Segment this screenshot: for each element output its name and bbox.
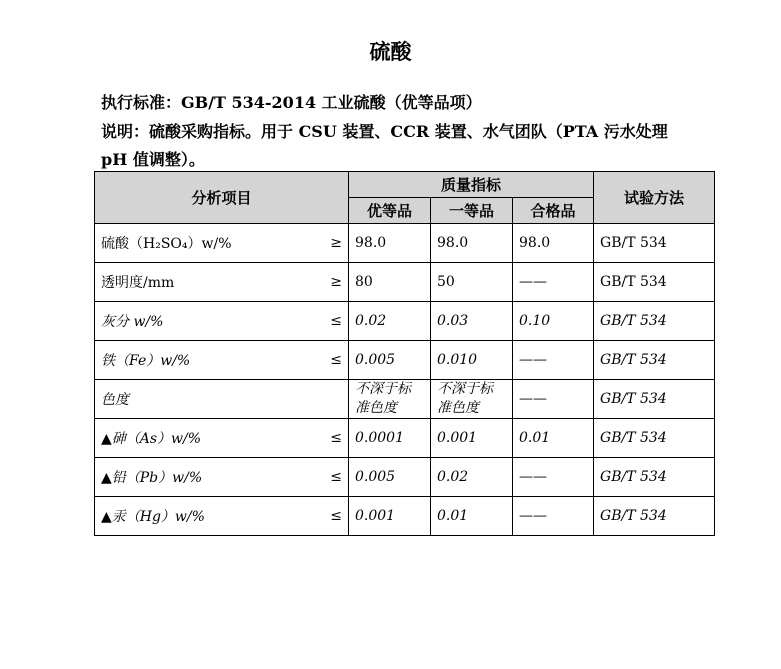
table-row xyxy=(95,380,715,419)
standard-line: 执行标准：GB/T 534-2014 工业硫酸（优等品项） xyxy=(101,93,482,112)
row-method: GB/T 534 xyxy=(594,302,715,341)
row-value-superior: 不深于标准色度 xyxy=(349,380,431,419)
row-item xyxy=(95,263,349,302)
table-row xyxy=(95,224,715,263)
row-value-qualified: 0.10 xyxy=(513,302,594,341)
specification-table xyxy=(94,171,715,536)
table-row xyxy=(95,302,715,341)
table-row xyxy=(95,263,715,302)
document-title: 硫酸 xyxy=(369,39,412,64)
row-value-superior: 0.02 xyxy=(349,302,431,341)
row-value-first: 0.01 xyxy=(431,497,513,536)
row-item-label: 铁（Fe）w/% xyxy=(101,353,191,369)
row-value-qualified: —— xyxy=(513,497,594,536)
row-item-label: 色度 xyxy=(101,392,129,408)
row-value-first: 0.03 xyxy=(431,302,513,341)
header-item: 分析项目 xyxy=(95,172,349,224)
row-method: GB/T 534 xyxy=(594,341,715,380)
row-value-qualified: —— xyxy=(513,380,594,419)
row-item xyxy=(95,497,349,536)
row-method: GB/T 534 xyxy=(594,458,715,497)
row-value-superior: 0.005 xyxy=(349,458,431,497)
row-comparison-symbol: ≤ xyxy=(330,352,342,368)
row-value-qualified: —— xyxy=(513,341,594,380)
row-value-qualified: —— xyxy=(513,263,594,302)
table-row xyxy=(95,341,715,380)
row-value-qualified: —— xyxy=(513,458,594,497)
row-method: GB/T 534 xyxy=(594,263,715,302)
header-grade-superior: 优等品 xyxy=(349,198,431,224)
row-value-superior: 0.0001 xyxy=(349,419,431,458)
row-comparison-symbol: ≤ xyxy=(330,430,342,446)
row-item-label: 灰分 w/% xyxy=(101,314,164,330)
header-grade-qualified: 合格品 xyxy=(513,198,594,224)
row-value-superior: 0.001 xyxy=(349,497,431,536)
table-row xyxy=(95,497,715,536)
row-item-label: 硫酸（H₂SO₄）w/% xyxy=(101,236,232,252)
row-item-label: ▲汞（Hg）w/% xyxy=(101,509,205,525)
note-line-1: 说明：硫酸采购指标。用于 CSU 装置、CCR 装置、水气团队（PTA 污水处理 xyxy=(101,122,668,141)
row-method: GB/T 534 xyxy=(594,224,715,263)
row-value-first: 0.001 xyxy=(431,419,513,458)
note-line-2: pH 值调整）。 xyxy=(101,150,205,169)
row-value-first: 98.0 xyxy=(431,224,513,263)
row-value-first: 0.02 xyxy=(431,458,513,497)
row-value-qualified: 98.0 xyxy=(513,224,594,263)
row-item-label: ▲砷（As）w/% xyxy=(101,431,202,447)
row-value-first: 50 xyxy=(431,263,513,302)
row-item xyxy=(95,380,349,419)
header-grade-first: 一等品 xyxy=(431,198,513,224)
row-item-label: 透明度/mm xyxy=(101,275,175,291)
row-item xyxy=(95,224,349,263)
row-value-first: 0.010 xyxy=(431,341,513,380)
row-method: GB/T 534 xyxy=(594,419,715,458)
row-item xyxy=(95,302,349,341)
row-item-label: ▲铅（Pb）w/% xyxy=(101,470,203,486)
row-comparison-symbol: ≤ xyxy=(330,508,342,524)
row-method: GB/T 534 xyxy=(594,380,715,419)
row-comparison-symbol: ≥ xyxy=(330,274,342,290)
row-value-superior: 98.0 xyxy=(349,224,431,263)
header-method: 试验方法 xyxy=(594,172,715,224)
row-value-superior: 0.005 xyxy=(349,341,431,380)
row-item xyxy=(95,341,349,380)
row-comparison-symbol: ≤ xyxy=(330,313,342,329)
table-row xyxy=(95,419,715,458)
row-value-first: 不深于标准色度 xyxy=(431,380,513,419)
header-quality: 质量指标 xyxy=(349,172,594,198)
row-comparison-symbol: ≤ xyxy=(330,469,342,485)
table-row xyxy=(95,458,715,497)
row-item xyxy=(95,458,349,497)
row-value-superior: 80 xyxy=(349,263,431,302)
row-method: GB/T 534 xyxy=(594,497,715,536)
row-item xyxy=(95,419,349,458)
row-value-qualified: 0.01 xyxy=(513,419,594,458)
row-comparison-symbol: ≥ xyxy=(330,235,342,251)
